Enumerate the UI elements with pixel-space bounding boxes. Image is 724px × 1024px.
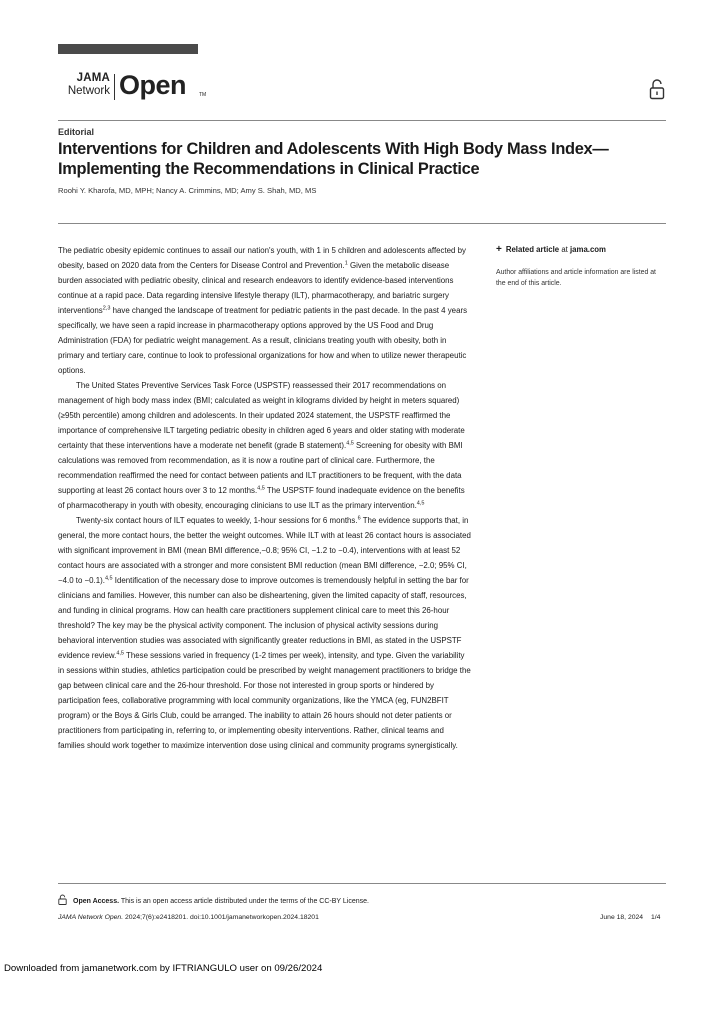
paragraph-text: The USPSTF found inadequate evidence on the benefits of pharmacotherapy in youth with obesity, encouraging clinicians to use ILT as the primary intervention. — [58, 486, 465, 510]
paragraph-text: The pediatric obesity epidemic continues to assail our nation's youth, with 1 in 5 children and adolescents affected by obesity, based on 2020 data from the Centers for Disease Control and Prevention. — [58, 246, 466, 270]
publication-date: June 18, 2024 — [600, 914, 644, 921]
open-access-notice: Open Access. This is an open access article distributed under the terms of the CC-BY License. — [58, 894, 369, 905]
paragraph-text: Twenty-six contact hours of ILT equates to weekly, 1-hour sessions for 6 months. — [76, 516, 358, 525]
open-lock-icon — [649, 78, 665, 100]
title-rule — [58, 223, 666, 224]
header-rule — [58, 120, 666, 121]
paragraph-text: Identification of the necessary dose to improve outcomes is tremendously helpful in setting the bar for clinicians and families. However, this number can also be disheartening, given the limited capacity of staff, resources, and funding in clinical programs. How can health care practitioners supplement clinical care to meet this 26-hour threshold? The key may be the physical activity component. The inclusion of physical activity sessions during behavioral intervention studies was associated with significantly greater reductions in BMI, as stated in the USPSTF evidence review. — [58, 576, 469, 660]
article-title: Interventions for Children and Adolescents With High Body Mass Index— Implementing the Recommendations in Clinical Practice — [58, 140, 609, 178]
open-lock-icon — [58, 894, 67, 905]
body-paragraph — [58, 243, 472, 378]
logo-trademark: TM — [199, 92, 207, 98]
logo-network-text: Network — [67, 85, 110, 97]
author-list: Roohi Y. Kharofa, MD, MPH; Nancy A. Crimmins, MD; Amy S. Shah, MD, MS — [58, 186, 317, 195]
article-body — [58, 243, 472, 753]
author-affiliations-note: Author affiliations and article information are listed at the end of this article. — [496, 269, 656, 287]
citation: JAMA Network Open. 2024;7(6):e2418201. doi:10.1001/jamanetworkopen.2024.18201 — [58, 914, 319, 921]
reference-superscript[interactable]: 4,5 — [116, 650, 124, 657]
reference-superscript[interactable]: 2,3 — [102, 305, 111, 312]
article-type-label: Editorial — [58, 127, 95, 137]
body-paragraph — [58, 513, 472, 753]
reference-superscript[interactable]: 4,5 — [257, 485, 265, 492]
logo-jama-text: JAMA — [76, 72, 110, 84]
paragraph-text: These sessions varied in frequency (1-2 times per week), intensity, and type. Given the variability in sessions within studies, athletics participation could be prescribed by weight management practitioners to bridge the gap between clinical care and the 26-hour threshold. For those not interested in group sports or hindered by participation fees, collaborative programming with local community organizations, like the YMCA (eg, FUN2BFIT program) or the Boys & Girls Club, could be arranged. The inability to attain 26 hours should not deter patients or practitioners from participating in, referring to, or implementing obesity interventions. Rather, clinical teams and families should work together to maximize intervention dose using clinical and community programs synergistically. — [58, 651, 471, 750]
reference-superscript[interactable]: 1 — [344, 260, 348, 267]
plus-icon: + — [496, 244, 502, 255]
logo-divider — [114, 74, 115, 100]
footer-rule — [58, 883, 666, 884]
paragraph-text: The evidence supports that, in general, the more contact hours, the better the weight outcomes. While ILT with at least 26 contact hours is associated with significant improvement in BMI (mean BMI difference,−0.8; 95% CI, −1.2 to −0.4), interventions with at least 52 contact hours are associated with a stronger and more consistent BMI reduction (mean BMI difference, −2.0; 95% CI, −4.0 to −0.1). — [58, 516, 471, 585]
header-bar — [58, 44, 198, 54]
reference-superscript[interactable]: 4,5 — [104, 575, 113, 582]
related-article-link[interactable]: + Related article at jama.com — [496, 244, 606, 255]
download-notice: Downloaded from jamanetwork.com by IFTRIANGULO user on 09/26/2024 — [4, 963, 323, 974]
sidebar — [496, 244, 666, 289]
reference-superscript[interactable]: 4,5 — [416, 500, 425, 507]
reference-superscript[interactable]: 6 — [357, 515, 361, 522]
logo-open-text: Open — [119, 70, 187, 100]
paragraph-text: The United States Preventive Services Task Force (USPSTF) reassessed their 2017 recommendations on management of high body mass index (BMI; calculated as weight in kilograms divided by height in meters squared) (≥95th percentile) among children and adolescents. In their updated 2024 statement, the USPSTF reaffirmed the importance of comprehensive ILT targeting pediatric obesity in children aged 6 years and older stating with moderate certainty that these interventions have a moderate net benefit (grade B statement). — [58, 381, 465, 450]
paragraph-text: Given the metabolic disease burden associated with pediatric obesity, clinical and research endeavors to identify evidence-based interventions continue at a rapid pace. Data regarding intensive lifestyle therapy (ILT), pharmacotherapy, and bariatric surgery interventions — [58, 261, 454, 315]
body-paragraph — [58, 378, 472, 513]
paragraph-text: Screening for obesity with BMI calculations was removed from recommendation, as it is now a routine part of clinical care. Furthermore, the recommendation reaffirmed the need for contact between patients and ILT practitioners to be frequent, with the data supporting at least 26 contact hours over 3 to 12 months. — [58, 441, 463, 495]
paragraph-text: have changed the landscape of treatment for pediatric patients in the past decade. In the past 4 years specifically, we have seen a rapid increase in pharmacotherapy options approved by the US Food and Drug Administration (FDA) for pediatric weight management. As a result, clinicians treating youth with obesity, both in primary and tertiary care, continue to look to professional organizations for how and when to utilize newer therapeutic options. — [58, 306, 468, 375]
reference-superscript[interactable]: 4,5 — [346, 440, 354, 447]
page-number: 1/4 — [651, 914, 661, 921]
